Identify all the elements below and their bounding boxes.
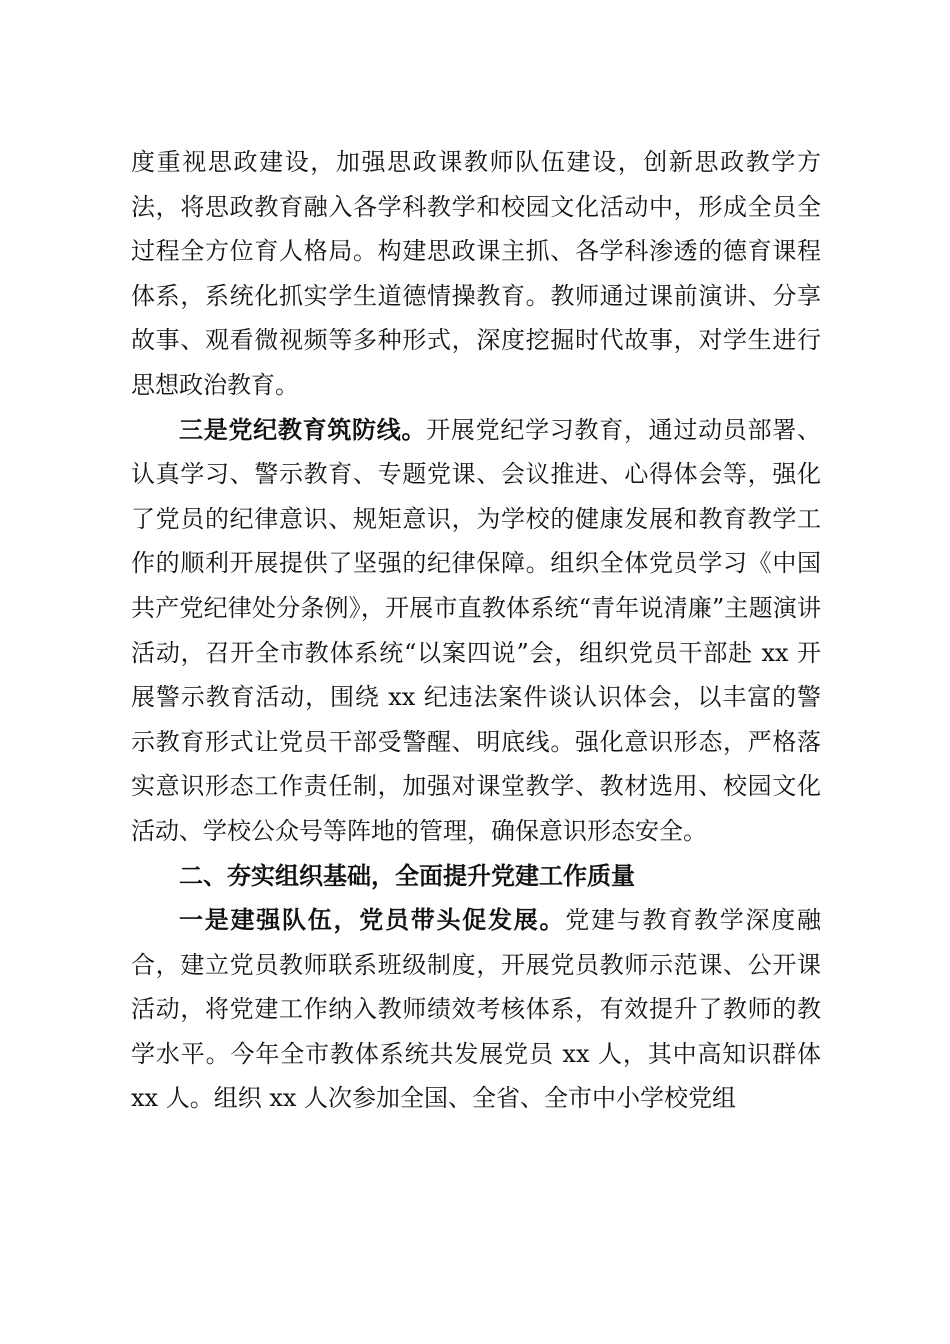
paragraph-party-discipline (131, 408, 821, 854)
paragraph-lead-discipline: 三是党纪教育筑防线。 (179, 414, 427, 444)
paragraph-body-discipline: 开展党纪学习教育，通过动员部署、认真学习、警示教育、专题党课、会议推进、心得体会等，强化了党员的纪律意识、规矩意识，为学校的健康发展和教育教学工作的顺利开展提供了坚强的纪律保障。组织全体党员学习《中国共产党纪律处分条例》，开展市直教体系统“青年说清廉”主题演讲活动，召开全市教体系统“以案四说”会，组织党员干部赴 xx 开展警示教育活动，围绕 xx 纪违法案件谈认识体会，以丰富的警示教育形式让党员干部受警醒、明底线。强化意识形态，严格落实意识形态工作责任制，加强对课堂教学、教材选用、校园文化活动、学校公众号等阵地的管理，确保意识形态安全。 (131, 415, 822, 845)
body-text (131, 140, 821, 1121)
section-heading-organization: 二、夯实组织基础，全面提升党建工作质量 (179, 861, 635, 890)
paragraph-body-team: 党建与教育教学深度融合，建立党员教师联系班级制度，开展党员教师示范课、公开课活动，将党建工作纳入教师绩效考核体系，有效提升了教师的教学水平。今年全市教体系统共发展党员 xx 人，其中高知识群体 xx 人。组织 xx 人次参加全国、全省、全市中小学校党组 (131, 906, 821, 1113)
paragraph-ideology-education: 度重视思政建设，加强思政课教师队伍建设，创新思政教学方法，将思政教育融入各学科教学和校园文化活动中，形成全员全过程全方位育人格局。构建思政课主抓、各学科渗透的德育课程体系，系统化抓实学生道德情操教育。教师通过课前演讲、分享故事、观看微视频等多种形式，深度挖掘时代故事，对学生进行思想政治教育。 (131, 148, 821, 399)
paragraph-team-building (131, 898, 821, 1121)
paragraph-lead-team: 一是建强队伍，党员带头促发展。 (179, 905, 566, 935)
